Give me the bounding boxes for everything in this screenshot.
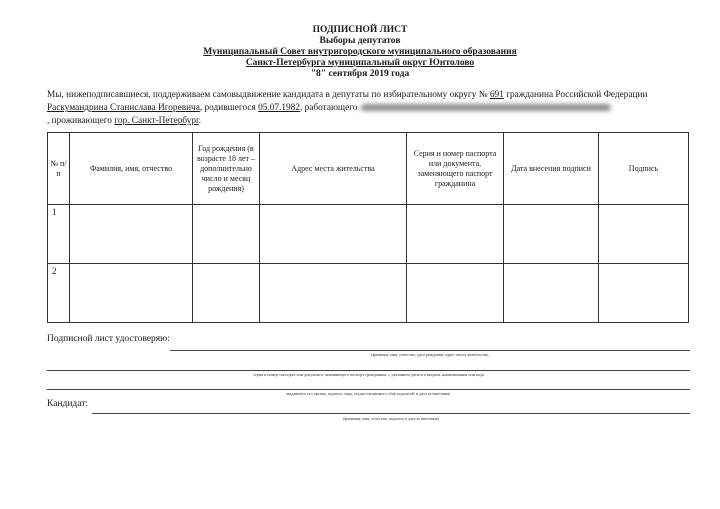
certification-caption-2: серия и номер паспорта или документа, заменяющего паспорт гражданина, с указанием даты его выдачи, наименования или кода xyxy=(253,372,484,377)
paragraph-text-5: , проживающего xyxy=(47,116,112,126)
council-name-text: Муниципальный Совет внутригородского муниципального образования xyxy=(203,47,517,57)
paragraph-text-3: , родившегося xyxy=(199,103,256,113)
cell-signature[interactable] xyxy=(599,264,689,323)
cell-fullname[interactable] xyxy=(70,264,193,323)
col-passport-header: Серия и номер паспорта или документа, заменяющего паспорт гражданина xyxy=(407,133,504,205)
col-date-header: Дата внесения подписи xyxy=(504,133,599,205)
support-paragraph-line2 xyxy=(47,102,687,115)
certification-caption-1: (фамилия, имя, отчество, дата рождения, адрес места жительства, xyxy=(371,352,489,357)
support-paragraph-line3 xyxy=(47,115,687,128)
support-paragraph-line1 xyxy=(47,89,687,102)
election-date: "8" сентября 2019 года xyxy=(310,69,410,79)
cell-address[interactable] xyxy=(260,205,407,264)
certification-line-3 xyxy=(47,389,690,390)
municipal-district-text: Санкт-Петербурга муниципальный округ Юнтолово xyxy=(245,58,475,68)
signature-table xyxy=(47,132,689,323)
paragraph-text-1: Мы, нижеподписавшиеся, поддерживаем самовыдвижение кандидата в депутаты по избирательному округу № xyxy=(47,90,488,100)
table-header-row xyxy=(48,133,689,205)
document-title: ПОДПИСНОЙ ЛИСТ xyxy=(312,25,408,35)
certification-line-2 xyxy=(47,370,690,371)
cell-address[interactable] xyxy=(260,264,407,323)
cell-date[interactable] xyxy=(504,264,599,323)
col-address-header: Адрес места жительства xyxy=(260,133,407,205)
row-number: 1 xyxy=(48,205,70,264)
paragraph-text-6: . xyxy=(198,116,202,126)
col-number-header: № п/п xyxy=(48,133,70,205)
election-title: Выборы депутатов xyxy=(319,36,401,46)
cell-birthyear[interactable] xyxy=(193,205,260,264)
paragraph-text-4: , работающего xyxy=(299,103,358,113)
cell-signature[interactable] xyxy=(599,205,689,264)
paragraph-text-2: гражданина Российской Федерации xyxy=(506,90,648,100)
candidate-caption: (фамилия, имя, отчество, подпись и дата ее внесения) xyxy=(343,416,439,421)
cell-passport[interactable] xyxy=(407,264,504,323)
row-number: 2 xyxy=(48,264,70,323)
district-number: 691 xyxy=(489,90,504,100)
candidate-label: Кандидат: xyxy=(47,399,89,409)
cell-date[interactable] xyxy=(504,205,599,264)
candidate-residence: гор. Санкт-Петербург xyxy=(114,116,199,126)
table-row xyxy=(48,205,689,264)
candidate-line xyxy=(92,413,690,414)
candidate-name: Раскумандрина Станислава Игоревича xyxy=(47,103,200,113)
cell-passport[interactable] xyxy=(407,205,504,264)
redacted-workplace xyxy=(361,104,611,111)
certification-caption-3: выдавшего его органа, подпись лица, осуществляющего сбор подписей, и дата ее внесения) xyxy=(286,391,451,396)
col-signature-header: Подпись xyxy=(599,133,689,205)
cell-birthyear[interactable] xyxy=(193,264,260,323)
certification-line-1 xyxy=(170,350,690,351)
municipal-district xyxy=(0,58,720,70)
candidate-birthdate: 05.07.1982 xyxy=(258,103,300,113)
table-row xyxy=(48,264,689,323)
certification-label: Подписной лист удостоверяю: xyxy=(47,334,170,344)
col-birthyear-header: Год рождения (в возрасте 18 лет – дополнительно число и месяц рождения) xyxy=(193,133,260,205)
council-name xyxy=(0,47,720,59)
col-fullname-header: Фамилия, имя, отчество xyxy=(70,133,193,205)
cell-fullname[interactable] xyxy=(70,205,193,264)
